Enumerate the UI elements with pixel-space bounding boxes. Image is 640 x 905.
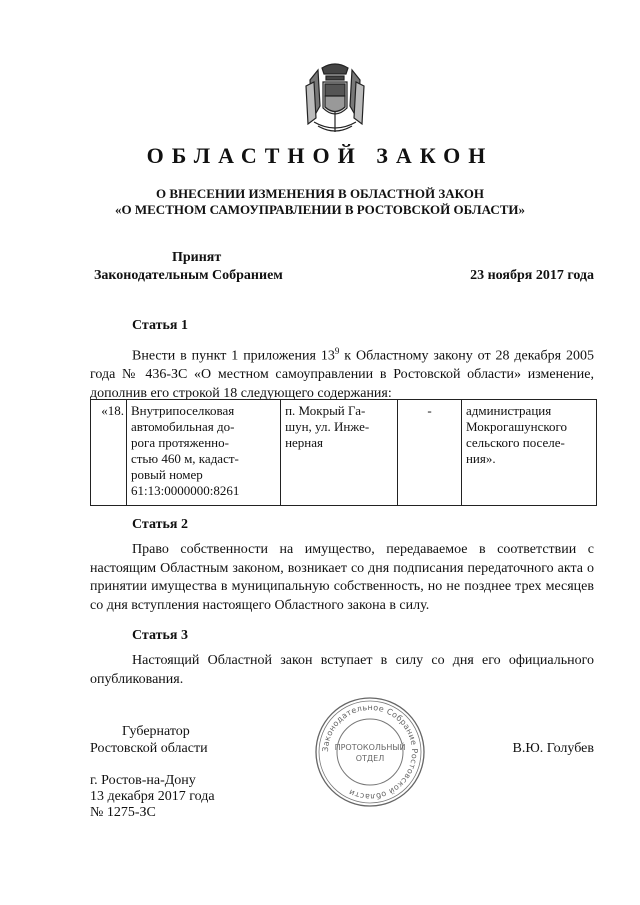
signatory-position-line1: Губернатор — [122, 724, 190, 739]
signing-date: 13 декабря 2017 года — [90, 789, 215, 804]
official-stamp-icon — [314, 696, 426, 808]
svg-text:Законодательное Собрание Росто: Законодательное Собрание Ростовской области — [320, 702, 420, 802]
article-1-superscript: 9 — [334, 346, 340, 356]
signatory-position-line2: Ростовской области — [90, 741, 208, 756]
article-2-heading: Статья 2 — [132, 517, 188, 532]
article-2-text: Право собственности на имущество, передаваемое в соответствии с настоящим Областным законом, возникает со дня подписания передаточного акта о принятии имущества в муниципальную собственность, но не позднее трех месяцев со дня вступления настоящего Областного закона в силу. — [90, 542, 594, 613]
row-number: «18. — [91, 400, 127, 506]
address-cell: п. Мокрый Га- шун, ул. Инже- нерная — [281, 400, 398, 506]
law-subtitle-line1: О ВНЕСЕНИИ ИЗМЕНЕНИЯ В ОБЛАСТНОЙ ЗАКОН — [156, 186, 484, 201]
adopted-label: Принят — [172, 250, 222, 265]
object-name-cell: Внутрипоселковая автомобильная до- рога протяженно- стью 460 м, кадаст- ровый номер 61:13:0000000:8261 — [126, 400, 280, 506]
svg-text:ОТДЕЛ: ОТДЕЛ — [355, 754, 385, 763]
coat-of-arms-icon — [300, 60, 370, 136]
empty-value-cell: - — [398, 400, 462, 506]
amendment-table — [90, 399, 597, 506]
table-row — [91, 400, 597, 506]
article-3-text: Настоящий Областной закон вступает в силу со дня его официального опубликования. — [90, 653, 594, 687]
article-3-heading: Статья 3 — [132, 628, 188, 643]
place: г. Ростов-на-Дону — [90, 773, 196, 788]
article-1-heading: Статья 1 — [132, 318, 188, 333]
law-number: № 1275-ЗС — [90, 805, 156, 820]
place-date-number — [90, 773, 215, 821]
recipient-cell: администрация Мокрогашунского сельского поселе- ния». — [461, 400, 596, 506]
law-title: ОБЛАСТНОЙ ЗАКОН — [146, 143, 494, 168]
adopted-date: 23 ноября 2017 года — [470, 268, 594, 283]
signatory-name: В.Ю. Голубев — [512, 741, 594, 756]
law-subtitle-line2: «О МЕСТНОМ САМОУПРАВЛЕНИИ В РОСТОВСКОЙ ОБЛАСТИ» — [115, 202, 525, 217]
article-1-text: Внести в пункт 1 приложения $13^9$ к Областному закону от 28 декабря 2005 года № 436-ЗС «О местном самоуправлении в Ростовской области» изменение, дополнив его строкой 18 следующего содержания: — [90, 346, 594, 401]
adopted-by: Законодательным Собранием — [94, 268, 283, 283]
svg-text:ПРОТОКОЛЬНЫЙ: ПРОТОКОЛЬНЫЙ — [334, 743, 406, 752]
